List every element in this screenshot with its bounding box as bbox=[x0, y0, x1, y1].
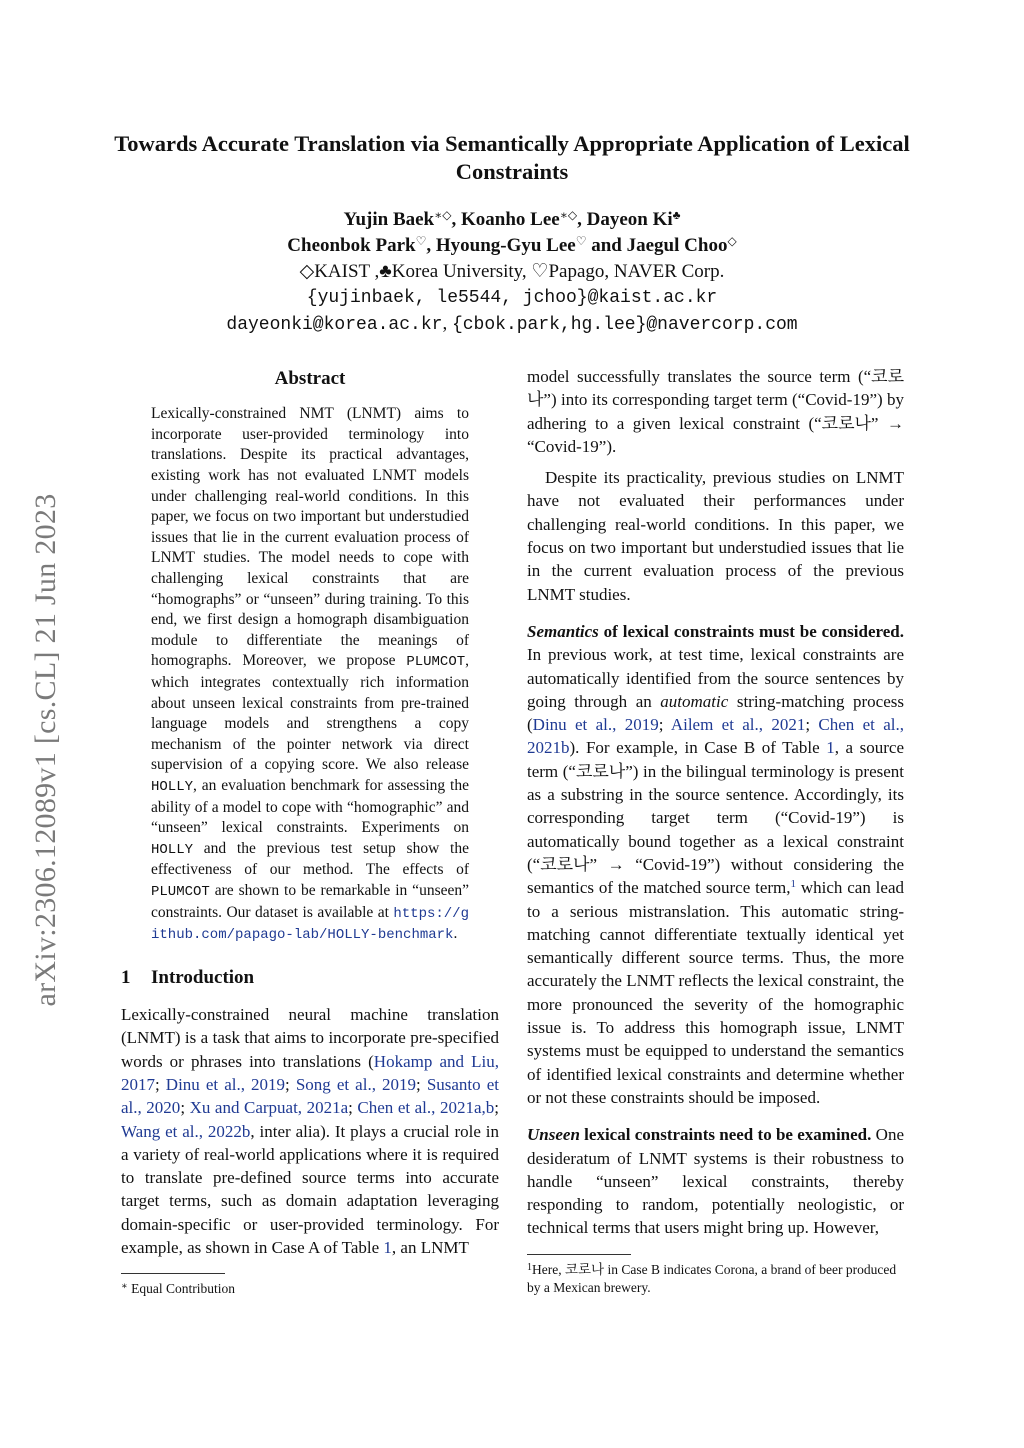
table-ref-link[interactable]: 1 bbox=[383, 1238, 392, 1257]
holly-name: HOLLY bbox=[151, 841, 194, 858]
citation-link[interactable]: Dinu et al., 2019 bbox=[165, 1074, 286, 1094]
affiliations: ◇KAIST ,♣Korea University, ♡Papago, NAVER Corp. bbox=[299, 261, 725, 282]
semantics-paragraph: Semantics of lexical constraints must be considered. In previous work, at test time, lexical constraints are automatically identified from the source sentences by going through an automatic string-matching process (Dinu et al., 2019; Ailem et al., 2021; Chen et al., 2021b). For example, in Case B of Table 1, a source term (“코로나”) in the bilingual terminology is present as a substring in the source sentence. Accordingly, its corresponding target term (“Covid-19”) is automatically bound together as a lexical constraint (“코로나” → “Covid-19”) without considering the semantics of the matched source term,$^1$ which can lead to a serious mistranslation. This automatic string-matching cannot differentiate textually identical yet semantically different source terms. Thus, the more accurately the LNMT reflects the lexical constraint, the more pronounced the severity of the homographic issue is. To address this homograph issue, LNMT systems must be equipped to understand the semantics of identified lexical constraints and determine whether or not these constraints should be imposed. bbox=[527, 621, 905, 1107]
author-line-1: Yujin Baek∗◇, Koanho Lee∗◇, Dayeon Ki♣ bbox=[343, 208, 681, 230]
author-line-2: Cheonbok Park♡, Hyoung-Gyu Lee♡ and Jaegul Choo◇ bbox=[287, 234, 737, 256]
author-block bbox=[100, 207, 924, 338]
footnote-equal-contribution: ∗ Equal Contribution bbox=[121, 1281, 236, 1297]
citation-link[interactable]: Wang et al., 2022b bbox=[121, 1121, 251, 1141]
citation-link[interactable]: Susanto et al., 2020 bbox=[121, 1074, 499, 1118]
citation-link[interactable]: Chen et al., 2021b bbox=[527, 715, 905, 758]
citation-link[interactable]: Hokamp and Liu, 2017 bbox=[121, 1051, 499, 1094]
arxiv-id: arXiv:2306.12089v1 [cs.CL] 21 Jun 2023 bbox=[29, 493, 62, 1007]
citation-link[interactable]: Xu and Carpuat, 2021a bbox=[189, 1098, 349, 1118]
citation-link[interactable]: Ailem et al., 2021 bbox=[670, 715, 806, 735]
author-name: Jaegul Choo bbox=[626, 235, 728, 256]
right-column bbox=[527, 365, 904, 1297]
email-line-2: dayeonki@korea.ac.kr, {cbok.park,hg.lee}@navercorp.com bbox=[226, 313, 798, 335]
plumcot-name: PLUMCOT bbox=[406, 654, 466, 671]
body-paragraph: Despite its practicality, previous studies on LNMT have not evaluated their performances under challenging real-world conditions. In this paper, we focus on two important but understudied issues that lie in the current evaluation process of the previous LNMT studies. bbox=[527, 468, 904, 604]
author-mark: ∗◇ bbox=[434, 208, 452, 222]
section-number: 1 bbox=[121, 966, 131, 988]
abstract-heading: Abstract bbox=[274, 368, 346, 389]
footnote-ref-link[interactable]: 1 bbox=[790, 878, 797, 891]
author-mark: ♡ bbox=[575, 234, 587, 248]
section-title: Introduction bbox=[151, 966, 255, 988]
author-mark: ♣ bbox=[672, 208, 681, 222]
citation-link[interactable]: Song et al., 2019 bbox=[295, 1074, 417, 1094]
author-name: Yujin Baek bbox=[343, 209, 435, 230]
dataset-url-link[interactable]: https://github.com/papago-lab/HOLLY-benchmark bbox=[151, 905, 469, 944]
holly-name: HOLLY bbox=[151, 778, 194, 795]
plumcot-name: PLUMCOT bbox=[151, 883, 210, 900]
body-paragraph: model successfully translates the source term (“코로나”) into its corresponding target term (“Covid-19”) by adhering to a given lexical constraint (“코로나” → “Covid-19”). bbox=[527, 367, 904, 456]
author-name: Cheonbok Park bbox=[287, 235, 416, 256]
author-name: Dayeon Ki bbox=[586, 209, 673, 230]
author-mark: ♡ bbox=[415, 234, 427, 248]
unseen-paragraph: Unseen lexical constraints need to be examined. One desideratum of LNMT systems is their robustness to handle “unseen” lexical constraints, thereby responding to random, potentially neologistic, or technical terms that users might bring up. However, bbox=[527, 1125, 904, 1238]
author-mark: ∗◇ bbox=[559, 208, 578, 222]
citation-link[interactable]: Dinu et al., 2019 bbox=[532, 715, 659, 735]
left-column bbox=[121, 365, 499, 1298]
author-mark: ◇ bbox=[727, 234, 737, 248]
author-name: Hyoung-Gyu Lee bbox=[435, 235, 576, 256]
arxiv-sidebar-stamp bbox=[28, 445, 64, 1055]
citation-link[interactable]: Chen et al., 2021a,b bbox=[357, 1098, 495, 1118]
footnote-rule bbox=[121, 1273, 225, 1274]
table-ref-link[interactable]: 1 bbox=[826, 738, 835, 758]
email-line-1: {yujinbaek, le5544, jchoo}@kaist.ac.kr bbox=[306, 288, 718, 308]
author-name: Koanho Lee bbox=[461, 209, 560, 230]
section-heading-introduction bbox=[121, 966, 499, 989]
footnote-1: $^1$Here, 코로나 in Case B indicates Corona, a brand of beer produced by a Mexican brewery. bbox=[527, 1261, 897, 1295]
paper-title: Towards Accurate Translation via Semantically Appropriate Application of Lexical Constraints bbox=[114, 131, 910, 184]
footnote-rule bbox=[527, 1254, 631, 1255]
abstract-body: Lexically-constrained NMT (LNMT) aims to incorporate user-provided terminology into translations. Despite its practical advantages, existing work has not evaluated LNMT models under challenging real-world conditions. In this paper, we focus on two important but understudied issues that lie in the current evaluation process of LNMT studies. The model needs to cope with challenging lexical constraints that are “homographs” or “unseen” during training. To this end, we first design a homograph disambiguation module to differentiate the meanings of homographs. Moreover, we propose PLUMCOT, which integrates contextually rich information about unseen lexical constraints from pre-trained language models and strengthens a copy mechanism of the pointer network via direct supervision of a copying score. We also release HOLLY, an evaluation benchmark for assessing the ability of a model to cope with “homographic” and “unseen” lexical constraints. Experiments on HOLLY and the previous test setup show the effectiveness of our method. The effects of PLUMCOT are shown to be remarkable in “unseen” constraints. Our dataset is available at https://github.com/papago-lab/HOLLY-benchmark. bbox=[151, 405, 469, 944]
intro-paragraph: Lexically-constrained neural machine translation (LNMT) is a task that aims to incorporate pre-specified words or phrases into translations (Hokamp and Liu, 2017; Dinu et al., 2019; Song et al., 2019; Susanto et al., 2020; Xu and Carpuat, 2021a; Chen et al., 2021a,b; Wang et al., 2022b, inter alia). It plays a crucial role in a variety of real-world applications where it is required to translate pre-defined source terms into accurate target terms, such as domain adaptation leveraging domain-specific or user-provided terminology. For example, as shown in Case A of Table 1, an LNMT bbox=[121, 1005, 499, 1257]
